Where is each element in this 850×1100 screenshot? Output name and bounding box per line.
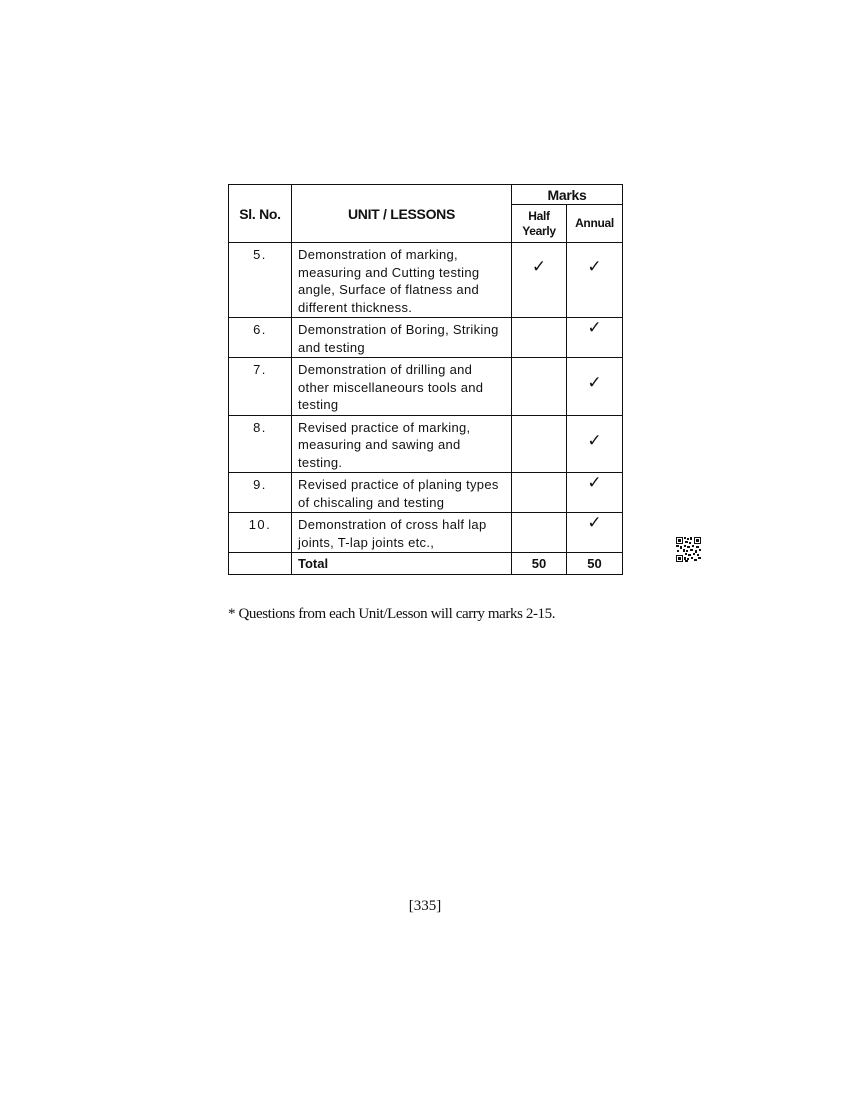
total-empty-cell: [229, 553, 292, 575]
page-number: [335]: [408, 898, 442, 914]
lesson-text: Demonstration of Boring, Striking and testing: [292, 318, 512, 358]
lesson-text: Demonstration of marking, measuring and Cutting testing angle, Surface of flatness and different thickness.: [292, 243, 512, 318]
qr-code-icon: [676, 537, 701, 562]
header-half-yearly-line2: Yearly: [522, 223, 556, 238]
header-half-yearly-line1: Half: [528, 208, 550, 223]
table-row: [229, 243, 623, 318]
header-unit-lessons: UNIT / LESSONS: [292, 185, 512, 243]
half-yearly-check-icon: [512, 473, 567, 513]
annual-check-icon: ✓: [567, 243, 623, 318]
row-number: 8.: [229, 415, 292, 473]
header-marks: Marks: [512, 185, 623, 205]
annual-check-icon: ✓: [567, 415, 623, 473]
annual-check-icon: ✓: [567, 358, 623, 416]
table-row: [229, 318, 623, 358]
total-row: [229, 553, 623, 575]
footnote: * Questions from each Unit/Lesson will carry marks 2-15.: [228, 606, 556, 622]
half-yearly-check-icon: [512, 358, 567, 416]
row-number: 9.: [229, 473, 292, 513]
table-row: [229, 513, 623, 553]
table-row: [229, 473, 623, 513]
lesson-text: Demonstration of cross half lap joints, T-lap joints etc.,: [292, 513, 512, 553]
marks-table: [228, 184, 623, 575]
row-number: 7.: [229, 358, 292, 416]
header-half-yearly: [512, 205, 567, 243]
half-yearly-check-icon: [512, 513, 567, 553]
row-number: 6.: [229, 318, 292, 358]
row-number: 5.: [229, 243, 292, 318]
half-yearly-check-icon: [512, 415, 567, 473]
lesson-text: Demonstration of drilling and other miscellaneours tools and testing: [292, 358, 512, 416]
annual-check-icon: ✓: [567, 318, 623, 358]
table-row: [229, 358, 623, 416]
table-row: [229, 415, 623, 473]
header-sl-no: Sl. No.: [229, 185, 292, 243]
half-yearly-check-icon: [512, 318, 567, 358]
half-yearly-check-icon: ✓: [512, 243, 567, 318]
lesson-text: Revised practice of marking, measuring and sawing and testing.: [292, 415, 512, 473]
annual-check-icon: ✓: [567, 513, 623, 553]
header-annual: Annual: [567, 205, 623, 243]
total-annual: 50: [567, 553, 623, 575]
total-label: Total: [292, 553, 512, 575]
row-number: 10.: [229, 513, 292, 553]
annual-check-icon: ✓: [567, 473, 623, 513]
lesson-text: Revised practice of planing types of chiscaling and testing: [292, 473, 512, 513]
total-half-yearly: 50: [512, 553, 567, 575]
